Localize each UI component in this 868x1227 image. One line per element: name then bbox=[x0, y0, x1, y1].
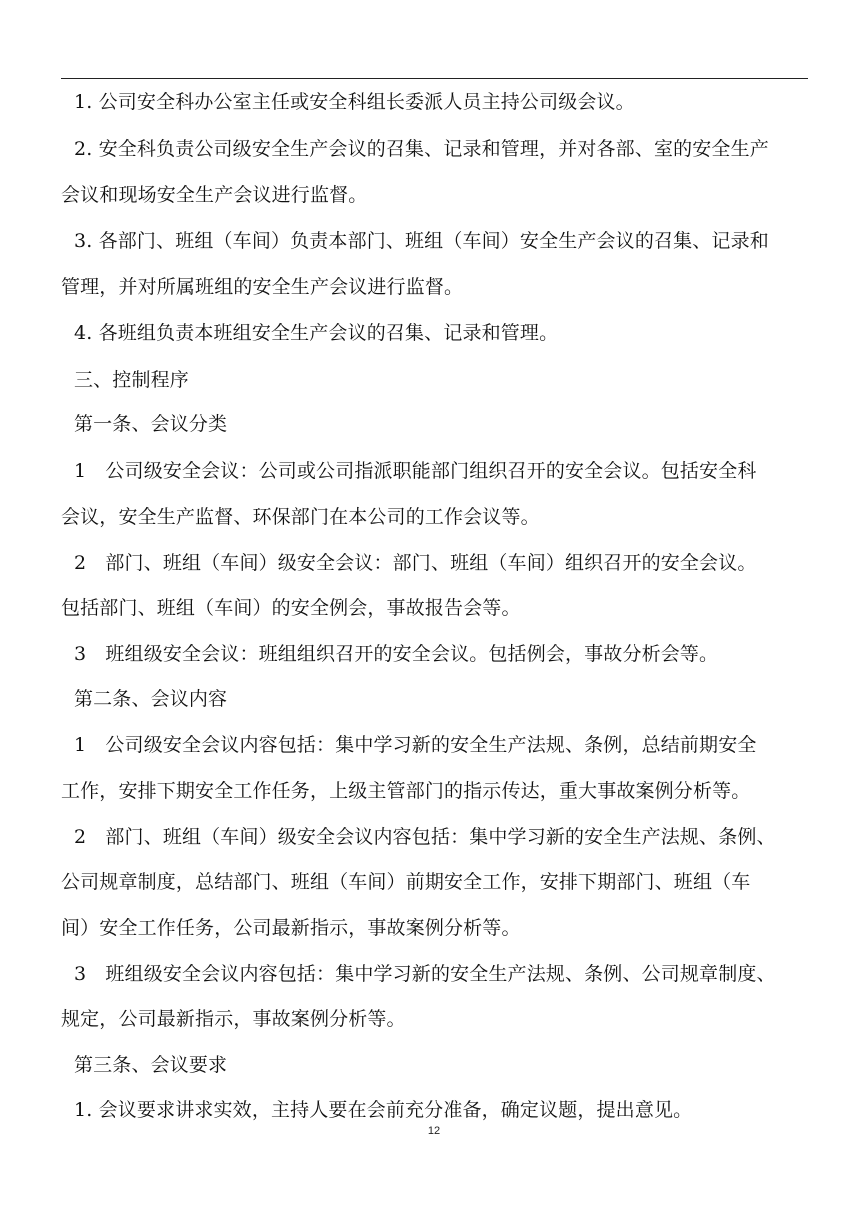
paragraph-line: 1. 会议要求讲求实效，主持人要在会前充分准备，确定议题，提出意见。 bbox=[74, 1099, 693, 1121]
paragraph-line: 会议和现场安全生产会议进行监督。 bbox=[61, 184, 368, 206]
article-heading: 第三条、会议要求 bbox=[74, 1054, 228, 1076]
section-heading: 三、控制程序 bbox=[74, 369, 189, 391]
paragraph-line: 3 班组级安全会议内容包括：集中学习新的安全生产法规、条例、公司规章制度、 bbox=[74, 963, 776, 985]
page-number: 12 bbox=[427, 1125, 441, 1137]
paragraph-line: 1 公司级安全会议内容包括：集中学习新的安全生产法规、条例，总结前期安全 bbox=[74, 734, 757, 756]
paragraph-line: 工作，安排下期安全工作任务，上级主管部门的指示传达，重大事故案例分析等。 bbox=[61, 780, 751, 802]
paragraph-line: 间）安全工作任务，公司最新指示，事故案例分析等。 bbox=[61, 917, 521, 939]
paragraph-line: 2. 安全科负责公司级安全生产会议的召集、记录和管理，并对各部、室的安全生产 bbox=[74, 138, 769, 160]
paragraph-line: 3 班组级安全会议：班组组织召开的安全会议。包括例会，事故分析会等。 bbox=[74, 643, 719, 665]
paragraph-line: 1 公司级安全会议：公司或公司指派职能部门组织召开的安全会议。包括安全科 bbox=[74, 460, 757, 482]
paragraph-line: 公司规章制度，总结部门、班组（车间）前期安全工作，安排下期部门、班组（车 bbox=[61, 871, 751, 893]
paragraph-line: 会议，安全生产监督、环保部门在本公司的工作会议等。 bbox=[61, 506, 540, 528]
paragraph-line: 2 部门、班组（车间）级安全会议：部门、班组（车间）组织召开的安全会议。 bbox=[74, 552, 757, 574]
header-rule bbox=[61, 78, 808, 79]
paragraph-line: 4. 各班组负责本班组安全生产会议的召集、记录和管理。 bbox=[74, 322, 559, 344]
paragraph-line: 3. 各部门、班组（车间）负责本部门、班组（车间）安全生产会议的召集、记录和 bbox=[74, 230, 769, 252]
article-heading: 第一条、会议分类 bbox=[74, 413, 228, 435]
paragraph-line: 2 部门、班组（车间）级安全会议内容包括：集中学习新的安全生产法规、条例、 bbox=[74, 826, 776, 848]
paragraph-line: 管理，并对所属班组的安全生产会议进行监督。 bbox=[61, 276, 464, 298]
paragraph-line: 规定，公司最新指示，事故案例分析等。 bbox=[61, 1008, 406, 1030]
paragraph-line: 1. 公司安全科办公室主任或安全科组长委派人员主持公司级会议。 bbox=[74, 91, 635, 113]
article-heading: 第二条、会议内容 bbox=[74, 688, 228, 710]
paragraph-line: 包括部门、班组（车间）的安全例会，事故报告会等。 bbox=[61, 597, 521, 619]
